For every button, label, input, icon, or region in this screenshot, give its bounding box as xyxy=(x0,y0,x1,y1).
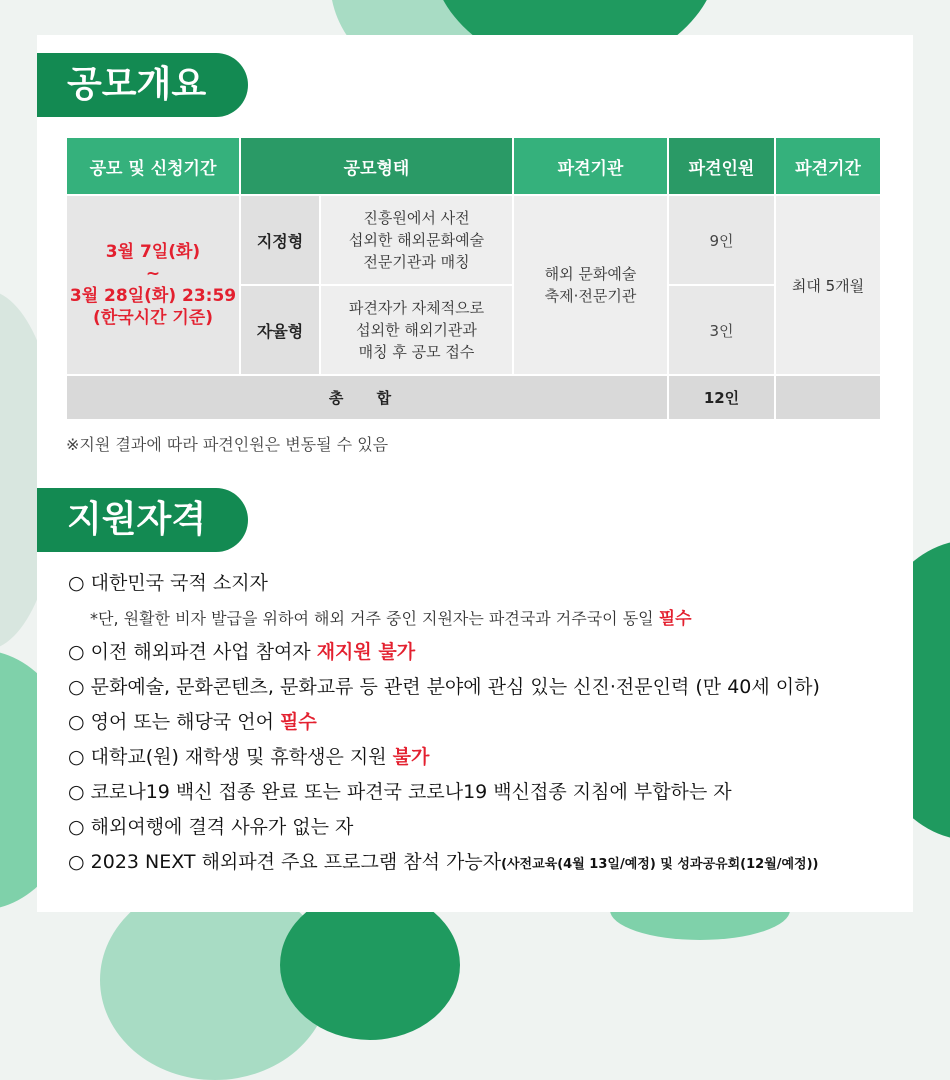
overview-section-title: 공모개요 xyxy=(37,53,248,117)
eligibility-item xyxy=(68,637,415,664)
item-emphasis: 필수 xyxy=(280,711,317,733)
decorative-blob xyxy=(280,890,460,1040)
bullet-icon: ○ xyxy=(68,676,85,698)
bullet-icon: ○ xyxy=(68,781,85,803)
item-text: 문화예술, 문화콘텐츠, 문화교류 등 관련 분야에 관심 있는 신진·전문인력 (만 40세 이하) xyxy=(90,676,820,698)
desc-line: 파견자가 자체적으로 xyxy=(348,299,485,317)
subnote-text: *단, 원활한 비자 발급을 위하여 해외 거주 중인 지원자는 파견국과 거주국이 동일 xyxy=(90,609,659,628)
header-type: 공모형태 xyxy=(240,137,513,195)
count-autonomous: 3인 xyxy=(668,285,775,375)
eligibility-item xyxy=(68,707,317,734)
org-line: 해외 문화예술 xyxy=(544,265,637,283)
item-text: 대한민국 국적 소지자 xyxy=(90,572,268,594)
header-duration: 파견기간 xyxy=(775,137,881,195)
item-text: 2023 NEXT 해외파견 주요 프로그램 참석 가능자 xyxy=(90,851,502,873)
eligibility-subnote xyxy=(90,604,692,629)
overview-table xyxy=(65,136,882,421)
type-designated: 지정형 xyxy=(240,195,320,285)
bullet-icon: ○ xyxy=(68,816,85,838)
eligibility-item xyxy=(68,847,819,874)
date-start: 3월 7일(화) xyxy=(105,242,201,262)
item-detail: (사전교육(4월 13일/예정) 및 성과공유회(12월/예정)) xyxy=(501,857,819,872)
header-count: 파견인원 xyxy=(668,137,775,195)
eligibility-item xyxy=(68,812,353,839)
desc-line: 매칭 후 공모 접수 xyxy=(358,343,475,361)
total-blank xyxy=(775,375,881,420)
duration-cell: 최대 5개월 xyxy=(775,195,881,375)
org-cell xyxy=(513,195,668,375)
desc-line: 진흥원에서 사전 xyxy=(363,209,470,227)
type-autonomous-desc xyxy=(320,285,513,375)
eligibility-item xyxy=(68,672,820,699)
item-text: 코로나19 백신 접종 완료 또는 파견국 코로나19 백신접종 지침에 부합하는 자 xyxy=(90,781,732,803)
bullet-icon: ○ xyxy=(68,851,85,873)
total-label: 총 합 xyxy=(66,375,668,420)
eligibility-section-title: 지원자격 xyxy=(37,488,248,552)
bullet-icon: ○ xyxy=(68,746,85,768)
desc-line: 섭외한 해외문화예술 xyxy=(348,231,485,249)
item-text: 해외여행에 결격 사유가 없는 자 xyxy=(90,816,354,838)
org-line: 축제·전문기관 xyxy=(544,287,637,305)
type-designated-desc xyxy=(320,195,513,285)
bullet-icon: ○ xyxy=(68,711,85,733)
overview-note: ※지원 결과에 따라 파견인원은 변동될 수 있음 xyxy=(66,435,389,454)
desc-line: 섭외한 해외기관과 xyxy=(356,321,477,339)
bullet-icon: ○ xyxy=(68,641,85,663)
date-timezone: (한국시간 기준) xyxy=(93,308,213,328)
item-text: 대학교(원) 재학생 및 휴학생은 지원 xyxy=(90,746,393,768)
application-period-cell xyxy=(66,195,240,375)
item-emphasis: 재지원 불가 xyxy=(316,641,416,663)
bullet-icon: ○ xyxy=(68,572,85,594)
count-designated: 9인 xyxy=(668,195,775,285)
type-autonomous: 자율형 xyxy=(240,285,320,375)
header-org: 파견기관 xyxy=(513,137,668,195)
header-period: 공모 및 신청기간 xyxy=(66,137,240,195)
item-emphasis: 불가 xyxy=(392,746,430,768)
item-text: 이전 해외파견 사업 참여자 xyxy=(90,641,317,663)
subnote-emphasis: 필수 xyxy=(658,609,692,629)
eligibility-item xyxy=(68,742,429,769)
eligibility-item xyxy=(68,568,268,595)
item-text: 영어 또는 해당국 언어 xyxy=(90,711,280,733)
desc-line: 전문기관과 매칭 xyxy=(363,253,470,271)
eligibility-item xyxy=(68,777,732,804)
date-separator: ~ xyxy=(145,264,161,284)
total-count: 12인 xyxy=(668,375,775,420)
date-end: 3월 28일(화) 23:59 xyxy=(69,286,237,306)
